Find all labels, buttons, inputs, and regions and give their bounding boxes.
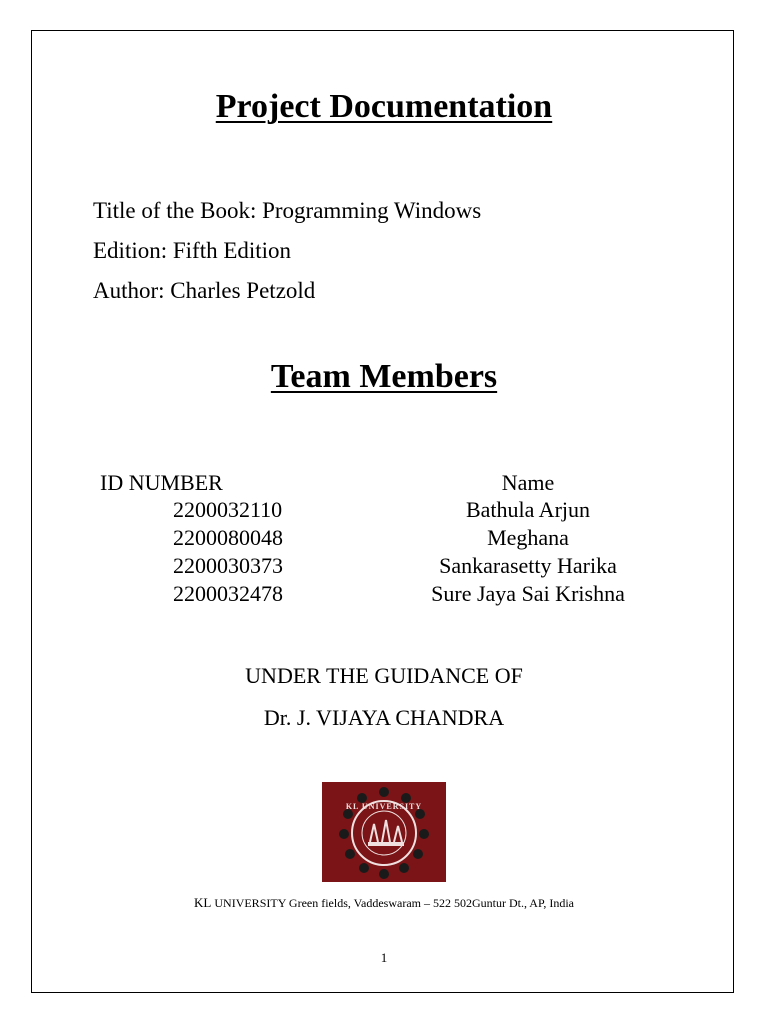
- author-line: Author: Charles Petzold: [93, 278, 316, 303]
- edition-line: Edition: Fifth Edition: [93, 238, 292, 263]
- table-cell-id: 2200032110: [173, 497, 283, 522]
- table-cell-id: 2200030373: [173, 553, 283, 578]
- table-header-name: Name: [501, 470, 555, 495]
- book-title-line: Title of the Book: Programming Windows: [93, 198, 482, 223]
- footer-address-text: UNIVERSITY Green fields, Vaddeswaram – 522 502Guntur Dt., AP, India: [211, 896, 574, 910]
- table-cell-id: 2200080048: [173, 525, 283, 550]
- footer-address: [0, 895, 768, 911]
- table-cell-name: Sankarasetty Harika: [439, 553, 617, 578]
- seal-text: KL UNIVERSITY: [345, 802, 423, 811]
- table-cell-name: Sure Jaya Sai Krishna: [431, 581, 625, 606]
- kl-university-seal-icon: [322, 782, 446, 882]
- guidance-label: UNDER THE GUIDANCE OF: [245, 663, 523, 688]
- document-title: Project Documentation: [215, 88, 553, 125]
- table-cell-name: Bathula Arjun: [465, 497, 591, 522]
- guide-name: Dr. J. VIJAYA CHANDRA: [263, 705, 505, 730]
- page-number: 1: [380, 950, 388, 965]
- table-cell-id: 2200032478: [173, 581, 283, 606]
- footer-prefix: KL: [194, 895, 212, 910]
- table-cell-name: Meghana: [487, 525, 569, 550]
- team-members-heading: Team Members: [270, 358, 498, 395]
- seal-graphic: [322, 782, 446, 882]
- table-header-id: ID NUMBER: [100, 470, 223, 495]
